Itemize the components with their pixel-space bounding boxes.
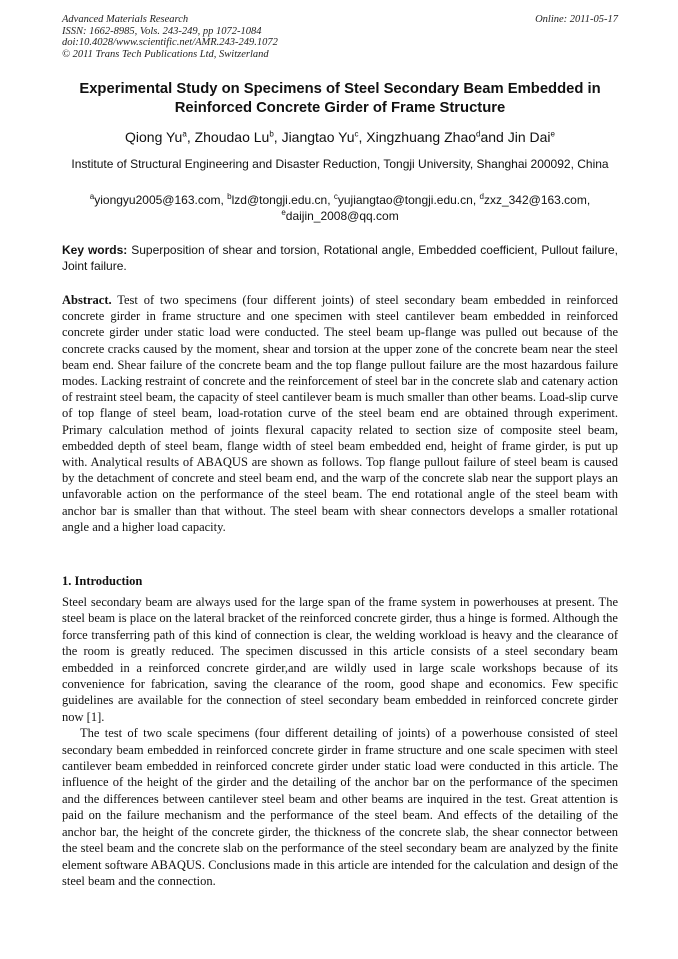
section-heading: 1. Introduction: [62, 574, 143, 588]
author: Jiangtao Yu$^c$,: [281, 129, 367, 145]
email: $^e$daijin_2008@qq.com: [281, 208, 399, 223]
keywords: [62, 242, 618, 274]
email: $^a$yiongyu2005@163.com,: [89, 192, 228, 207]
email-list: [62, 192, 618, 224]
author: Qiong Yu$^a$,: [125, 129, 195, 145]
author-list: [62, 128, 618, 146]
keywords-text: Superposition of shear and torsion, Rotational angle, Embedded coefficient, Pullout failure, Joint failure.: [62, 243, 618, 273]
abstract-label: Abstract.: [62, 293, 112, 307]
journal-issn: ISSN: 1662-8985, Vols. 243-249, pp 1072-1084: [62, 25, 262, 37]
author: Zhoudao Lu$^b$,: [194, 129, 282, 145]
paragraph: Steel secondary beam are always used for the large span of the frame system in powerhouses at present. The steel beam is place on the lateral bracket of the reinforced concrete girder, thus a hinge is formed. Although the force transferring path of this kind of connection is clear, the welding workload is heavy and the clearance of the room is greatly reduced. The specimen discussed in this article consists of a steel secondary beam embedded in a reinforced concrete girder,and are wildly used in large scale workshops because of its convenience for fabrication, saving the clearance of the room, good shape and economics. Few specific guidelines are available for the connection of steel secondary beam embedded in reinforced concrete girder now [1].: [62, 595, 618, 724]
author: Jin Dai$^e$: [507, 129, 555, 145]
journal-copyright: © 2011 Trans Tech Publications Ltd, Switzerland: [62, 48, 269, 60]
abstract-text: Test of two specimens (four different joints) of steel secondary beam embedded in reinforced concrete girder in frame structure and one specimen with steel cantilever beam embedded in reinforced concrete girder under static load were conducted. The steel beam up-flange was pulled out because of the concrete cracks caused by the moment, shear and torsion at the upper zone of the concrete beam near the steel beam end. Shear failure of the concrete beam and the top flange pullout failure are the most hazardous failure modes. Lacking restraint of concrete and the reinforcement of steel bar in the concrete slab and catenary action of restraint steel beam, the capacity of steel cantilever beam is much smaller than other beams. Load-slip curve of top flange of steel beam, load-rotation curve of the steel beam end are obtained through experiment. Primary calculation method of joints flexural capacity related to section size of composite steel beam, embedded depth of steel beam, flange width of steel beam embedded end, height of frame girder, is put up with. Analytical results of ABAQUS are shown as follows. Top flange pullout failure of steel beam is caused by the detachment of concrete and steel beam end, and the warp of the concrete slab near the support plays an unfavorable action on the performance of the steel beam. The end rotational angle of the steel beam with anchor bar is smaller than that without. The steel beam with shear connectors develops a smaller rotational angle and a higher load capacity.: [62, 293, 618, 534]
journal-header: [62, 14, 618, 60]
email: $^d$zxz_342@163.com,: [479, 192, 591, 207]
journal-name: Advanced Materials Research: [62, 14, 189, 25]
keywords-label: Key words:: [62, 243, 128, 257]
affiliation: Institute of Structural Engineering and Disaster Reduction, Tongji University, Shanghai 200092, China: [71, 157, 609, 171]
abstract: [62, 292, 618, 535]
online-date: Online: 2011-05-17: [535, 14, 618, 25]
journal-doi: doi:10.4028/www.scientific.net/AMR.243-249.1072: [62, 37, 278, 48]
paragraph: The test of two scale specimens (four different detailing of joints) of a powerhouse consisted of steel secondary beam embedded in reinforced concrete girder in frame structure and one scale specimen with steel cantilever beam embedded in reinforced concrete girder under static load were conducted in this article. The influence of the height of the girder and the detailing of the anchor bar on the performance of the specimen and the differences between cantilever steel beam and other beams are inquired in the test. Great attention is paid on the failure mechanism and the performance of the steel beam. And effects of the detailing of the anchor bar, the height of the concrete girder, the thickness of the concrete slab, the shear connector between the steel beam and the concrete slab on the performance of the steel secondary beam are analyzed by the finite element software ABAQUS. Conclusions made in this article are intended for the calculation and design of the steel beam and the connection.: [62, 726, 618, 888]
email: $^b$lzd@tongji.edu.cn,: [227, 192, 334, 207]
paper-title: Experimental Study on Specimens of Steel Secondary Beam Embedded in Reinforced Concrete Girder of Frame Structure: [79, 81, 601, 116]
introduction-body: [62, 594, 618, 889]
email: $^c$yujiangtao@tongji.edu.cn,: [333, 192, 480, 207]
author: Xingzhuang Zhao$^d$and: [366, 129, 508, 145]
